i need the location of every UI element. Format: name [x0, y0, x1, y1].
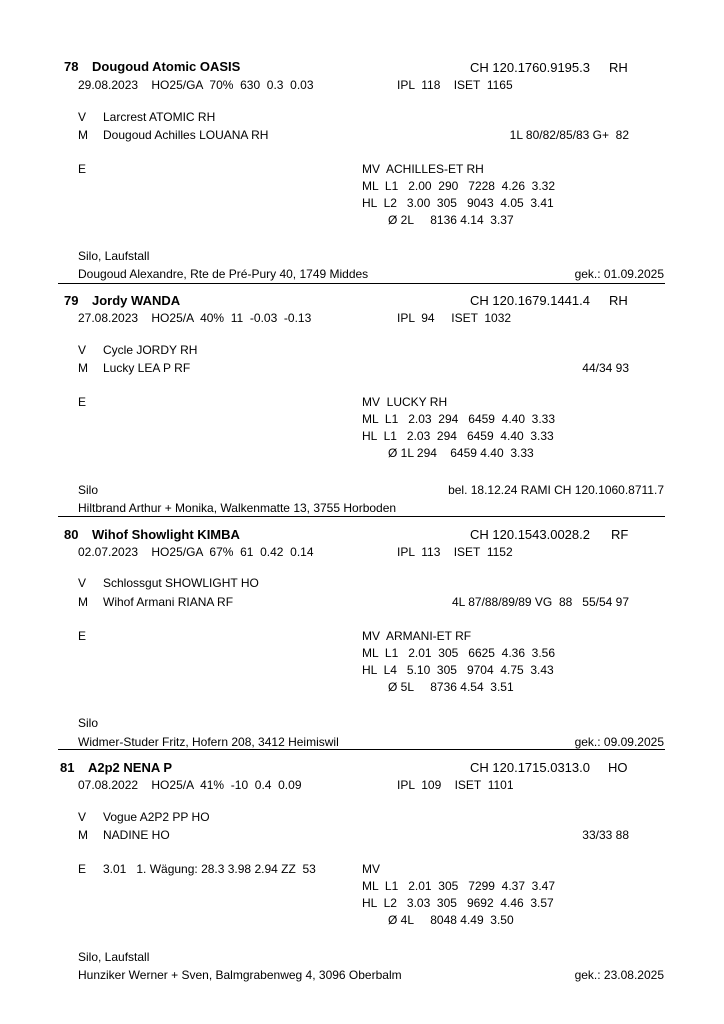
ml-line: ML L1 2.01 305 6625 4.36 3.56 — [362, 646, 556, 660]
animal-name: Wihof Showlight KIMBA — [92, 527, 240, 542]
hl-line: HL L4 5.10 305 9704 4.75 3.43 — [362, 663, 554, 677]
entry-number: 79 — [64, 293, 79, 308]
average-line: Ø 5L 8736 4.54 3.51 — [388, 680, 514, 694]
average-line: Ø 2L 8136 4.14 3.37 — [388, 213, 514, 227]
sire-name: Larcrest ATOMIC RH — [103, 110, 216, 124]
dam-name: Lucky LEA P RF — [103, 361, 191, 375]
housing: Silo, Laufstall — [78, 950, 150, 964]
average-line: Ø 4L 8048 4.49 3.50 — [388, 913, 514, 927]
breed-code: HO — [608, 760, 628, 775]
birth-info: 02.07.2023 HO25/GA 67% 61 0.42 0.14 — [78, 545, 314, 559]
dam-label: M — [78, 828, 88, 842]
weighing-info: 3.01 1. Wägung: 28.3 3.98 2.94 ZZ 53 — [103, 862, 316, 876]
owner-date: gek.: 23.08.2025 — [574, 968, 664, 982]
ml-line: ML L1 2.01 305 7299 4.37 3.47 — [362, 879, 556, 893]
entry-number: 81 — [60, 760, 75, 775]
animal-id: CH 120.1679.1441.4 — [470, 293, 590, 308]
dam-name: Wihof Armani RIANA RF — [103, 595, 234, 609]
divider — [58, 516, 665, 517]
dam-scores: 1L 80/82/85/83 G+ 82 — [509, 128, 629, 142]
hl-line: HL L2 3.03 305 9692 4.46 3.57 — [362, 896, 554, 910]
ipl-iset: IPL 113 ISET 1152 — [397, 545, 513, 559]
mv-line: MV ARMANI-ET RF — [362, 629, 472, 643]
owner-date: gek.: 01.09.2025 — [574, 267, 664, 281]
sire-label: V — [78, 576, 87, 590]
entry-number: 80 — [64, 527, 79, 542]
owner: Dougoud Alexandre, Rte de Pré-Pury 40, 1749 Middes — [78, 267, 369, 281]
average-line: Ø 1L 294 6459 4.40 3.33 — [388, 446, 534, 460]
e-label: E — [78, 162, 87, 176]
housing: Silo — [78, 716, 99, 730]
animal-name: Dougoud Atomic OASIS — [92, 59, 241, 74]
sire-name: Cycle JORDY RH — [103, 343, 198, 357]
e-label: E — [78, 395, 87, 409]
owner-date: gek.: 09.09.2025 — [574, 735, 664, 749]
e-label: E — [78, 862, 87, 876]
sire-label: V — [78, 110, 87, 124]
breed-code: RH — [609, 293, 628, 308]
dam-name: NADINE HO — [103, 828, 170, 842]
dam-name: Dougoud Achilles LOUANA RH — [103, 128, 269, 142]
birth-info: 27.08.2023 HO25/A 40% 11 -0.03 -0.13 — [78, 311, 312, 325]
divider — [58, 749, 665, 750]
dam-scores: 4L 87/88/89/89 VG 88 55/54 97 — [451, 595, 629, 609]
animal-name: A2p2 NENA P — [88, 760, 173, 775]
mv-line: MV — [362, 862, 380, 876]
sire-name: Schlossgut SHOWLIGHT HO — [103, 576, 259, 590]
animal-id: CH 120.1715.0313.0 — [470, 760, 590, 775]
ml-line: ML L1 2.00 290 7228 4.26 3.32 — [362, 179, 556, 193]
dam-label: M — [78, 361, 88, 375]
housing: Silo, Laufstall — [78, 249, 150, 263]
dam-scores: 44/34 93 — [582, 361, 629, 375]
entry-number: 78 — [64, 59, 79, 74]
mv-line: MV LUCKY RH — [362, 395, 448, 409]
owner: Hunziker Werner + Sven, Balmgrabenweg 4, 3096 Oberbalm — [78, 968, 402, 982]
sire-label: V — [78, 810, 87, 824]
hl-line: HL L2 3.00 305 9043 4.05 3.41 — [362, 196, 554, 210]
dam-scores: 33/33 88 — [582, 828, 629, 842]
hl-line: HL L1 2.03 294 6459 4.40 3.33 — [362, 429, 554, 443]
animal-id: CH 120.1760.9195.3 — [470, 60, 590, 75]
sire-label: V — [78, 343, 87, 357]
breed-code: RH — [609, 60, 628, 75]
dam-label: M — [78, 595, 88, 609]
owner: Widmer-Studer Fritz, Hofern 208, 3412 Heimiswil — [78, 735, 339, 749]
ml-line: ML L1 2.03 294 6459 4.40 3.33 — [362, 412, 556, 426]
ipl-iset: IPL 109 ISET 1101 — [397, 778, 514, 792]
ipl-iset: IPL 94 ISET 1032 — [397, 311, 512, 325]
service-info: bel. 18.12.24 RAMI CH 120.1060.8711.7 — [448, 483, 664, 497]
mv-line: MV ACHILLES-ET RH — [362, 162, 484, 176]
divider — [58, 283, 665, 284]
dam-label: M — [78, 128, 88, 142]
e-label: E — [78, 629, 87, 643]
owner: Hiltbrand Arthur + Monika, Walkenmatte 13, 3755 Horboden — [78, 501, 397, 515]
sire-name: Vogue A2P2 PP HO — [103, 810, 210, 824]
animal-id: CH 120.1543.0028.2 — [470, 527, 590, 542]
housing: Silo — [78, 483, 99, 497]
ipl-iset: IPL 118 ISET 1165 — [397, 78, 513, 92]
birth-info: 29.08.2023 HO25/GA 70% 630 0.3 0.03 — [78, 78, 314, 92]
breed-code: RF — [611, 527, 629, 542]
birth-info: 07.08.2022 HO25/A 41% -10 0.4 0.09 — [78, 778, 302, 792]
animal-name: Jordy WANDA — [92, 293, 181, 308]
